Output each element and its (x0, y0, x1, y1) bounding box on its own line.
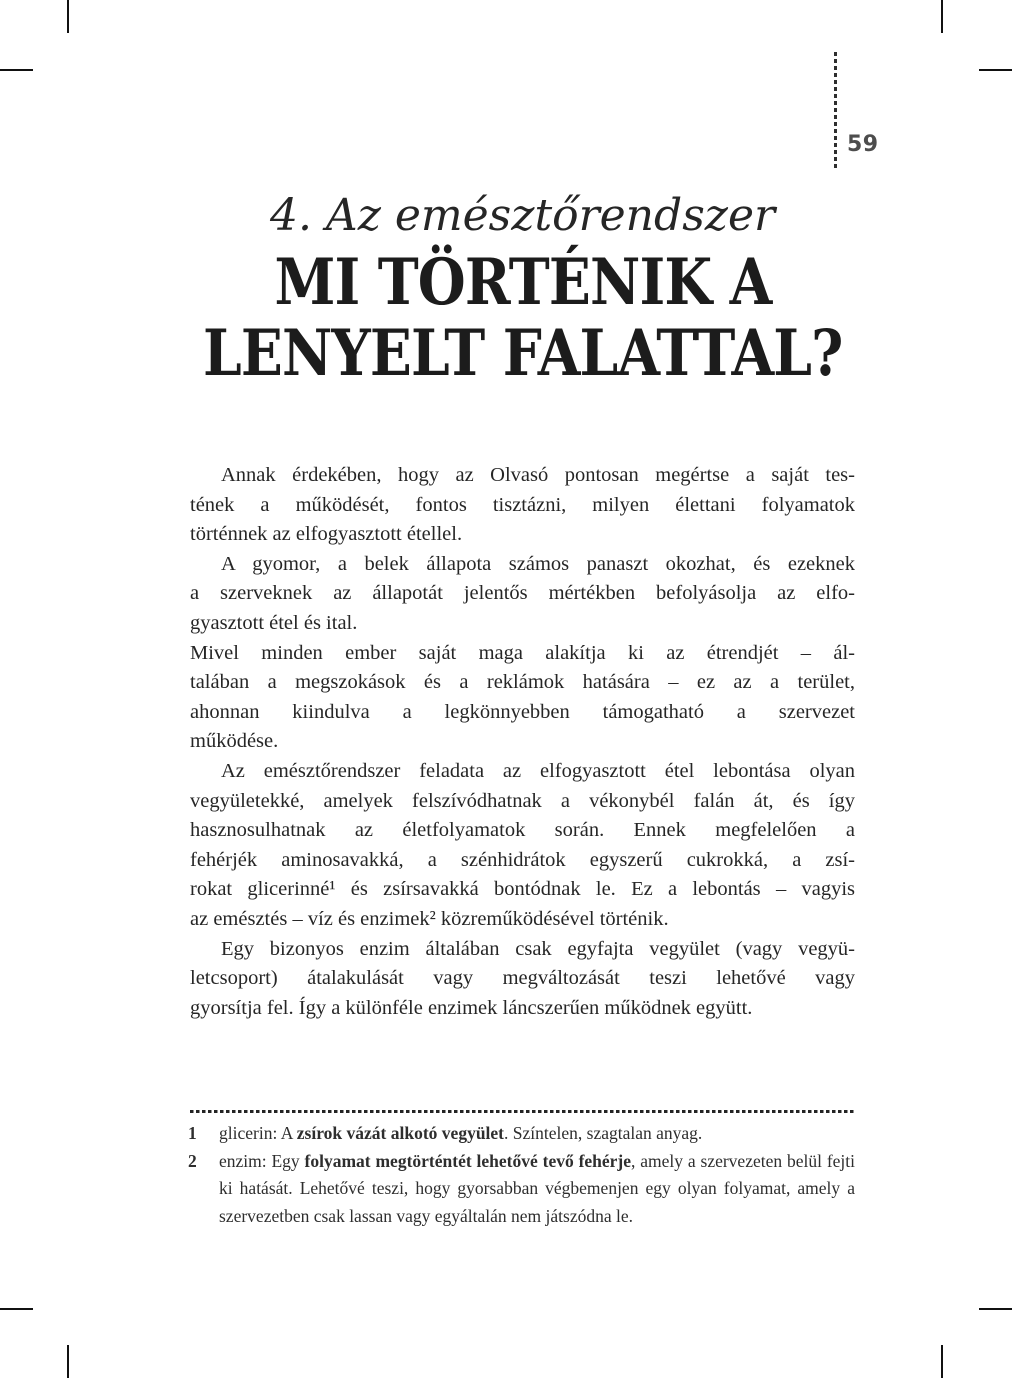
page-number-dotted-rule (834, 52, 837, 170)
chapter-heading: 4. Az emésztőrendszer (269, 190, 776, 241)
title-line-1 (124, 247, 921, 318)
body-paragraph-4-line-6: az emésztés – víz és enzimek² közreműködésével történik. (190, 907, 669, 930)
body-paragraph-3-line-3: ahonnan kiindulva a legkönnyebben támogatható a szervezet (190, 700, 855, 723)
crop-mark-top-right-vertical (941, 0, 943, 33)
body-paragraph-4-line-5: rokat glicerinné¹ és zsírsavakká bontódnak le. Ez a lebontás – vagyis (190, 878, 855, 901)
body-paragraph-5-line-2: letcsoport) átalakulását vagy megváltozását teszi lehetővé vagy (190, 967, 855, 990)
footnote-item-1 (188, 1120, 855, 1148)
body-paragraph-3-line-2: talában a megszokások és a reklámok hatására – ez az a terület, (190, 671, 855, 694)
title-line-2-text: LENYELT FALATTAL? (202, 316, 843, 391)
crop-mark-top-left-horizontal (0, 69, 33, 71)
footnote-number: 2 (188, 1150, 197, 1171)
footnote-text (219, 1120, 855, 1148)
body-paragraph-3-line-4: működése. (190, 730, 279, 753)
body-paragraph-4-line-4: fehérjék aminosavakká, a szénhidrátok egyszerű cukrokká, a zsí- (190, 848, 855, 871)
footnote-text-segment: . Színtelen, szagtalan anyag. (504, 1123, 703, 1143)
footnote-item-2 (188, 1148, 855, 1231)
footnote-text (219, 1148, 855, 1231)
body-paragraph-2-line-1: A gyomor, a belek állapota számos panaszt okozhat, és ezeknek (221, 552, 855, 575)
title-line-2 (124, 318, 921, 389)
footnote-separator-dotted-rule (190, 1110, 855, 1113)
title-line-1-text: MI TÖRTÉNIK A (274, 245, 771, 320)
body-text (190, 461, 855, 1023)
footnote-number: 1 (188, 1123, 197, 1143)
body-paragraph-5-line-1: Egy bizonyos enzim általában csak egyfajta vegyület (vagy vegyü- (221, 937, 855, 960)
crop-mark-bottom-right-horizontal (979, 1308, 1012, 1310)
body-paragraph-4-line-3: hasznosulhatnak az életfolyamatok során. Ennek megfelelően a (190, 819, 855, 842)
footnote-list (188, 1120, 855, 1230)
footnote-text-segment: , amely a szervezeten belül fejti ki hatását. Lehetővé teszi, hogy gyorsabban végbemenjen egy olyan folyamat, amely a szervezetben csak lassan vagy egyáltalán nem játszódna le. (219, 1150, 855, 1226)
body-paragraph-5-line-3: gyorsítja fel. Így a különféle enzimek láncszerűen működnek együtt. (190, 996, 753, 1019)
crop-mark-top-right-horizontal (979, 69, 1012, 71)
footnote-term-bold: zsírok vázát alkotó vegyület (296, 1123, 505, 1143)
body-paragraph-1-line-2: tének a működését, fontos tisztázni, milyen élettani folyamatok (190, 493, 855, 516)
body-paragraph-4-line-1: Az emésztőrendszer feladata az elfogyasztott étel lebontása olyan (221, 759, 855, 782)
page-number: 59 (847, 132, 879, 157)
footnote-text-segment: enzim: Egy (219, 1150, 305, 1171)
body-paragraph-2-line-3: gyasztott étel és ital. (190, 611, 358, 634)
body-paragraph-2-line-2: a szerveknek az állapotát jelentős mértékben befolyásolja az elfo- (190, 582, 855, 605)
body-paragraph-1-line-1: Annak érdekében, hogy az Olvasó pontosan megértse a saját tes- (221, 464, 855, 486)
crop-mark-bottom-left-vertical (67, 1345, 69, 1378)
body-paragraph-3-line-1: Mivel minden ember saját maga alakítja ki az étrendjét – ál- (190, 641, 855, 664)
body-paragraph-1-line-3: történnek az elfogyasztott étellel. (190, 523, 463, 546)
crop-mark-top-left-vertical (67, 0, 69, 33)
crop-mark-bottom-left-horizontal (0, 1308, 33, 1310)
footnote-term-bold: folyamat megtörténtét lehetővé tevő fehérje (304, 1150, 632, 1171)
body-paragraph-4-line-2: vegyületekké, amelyek felszívódhatnak a vékonybél falán át, és így (190, 789, 855, 812)
crop-mark-bottom-right-vertical (941, 1345, 943, 1378)
page-title (124, 247, 921, 389)
footnote-text-segment: glicerin: A (219, 1123, 297, 1143)
